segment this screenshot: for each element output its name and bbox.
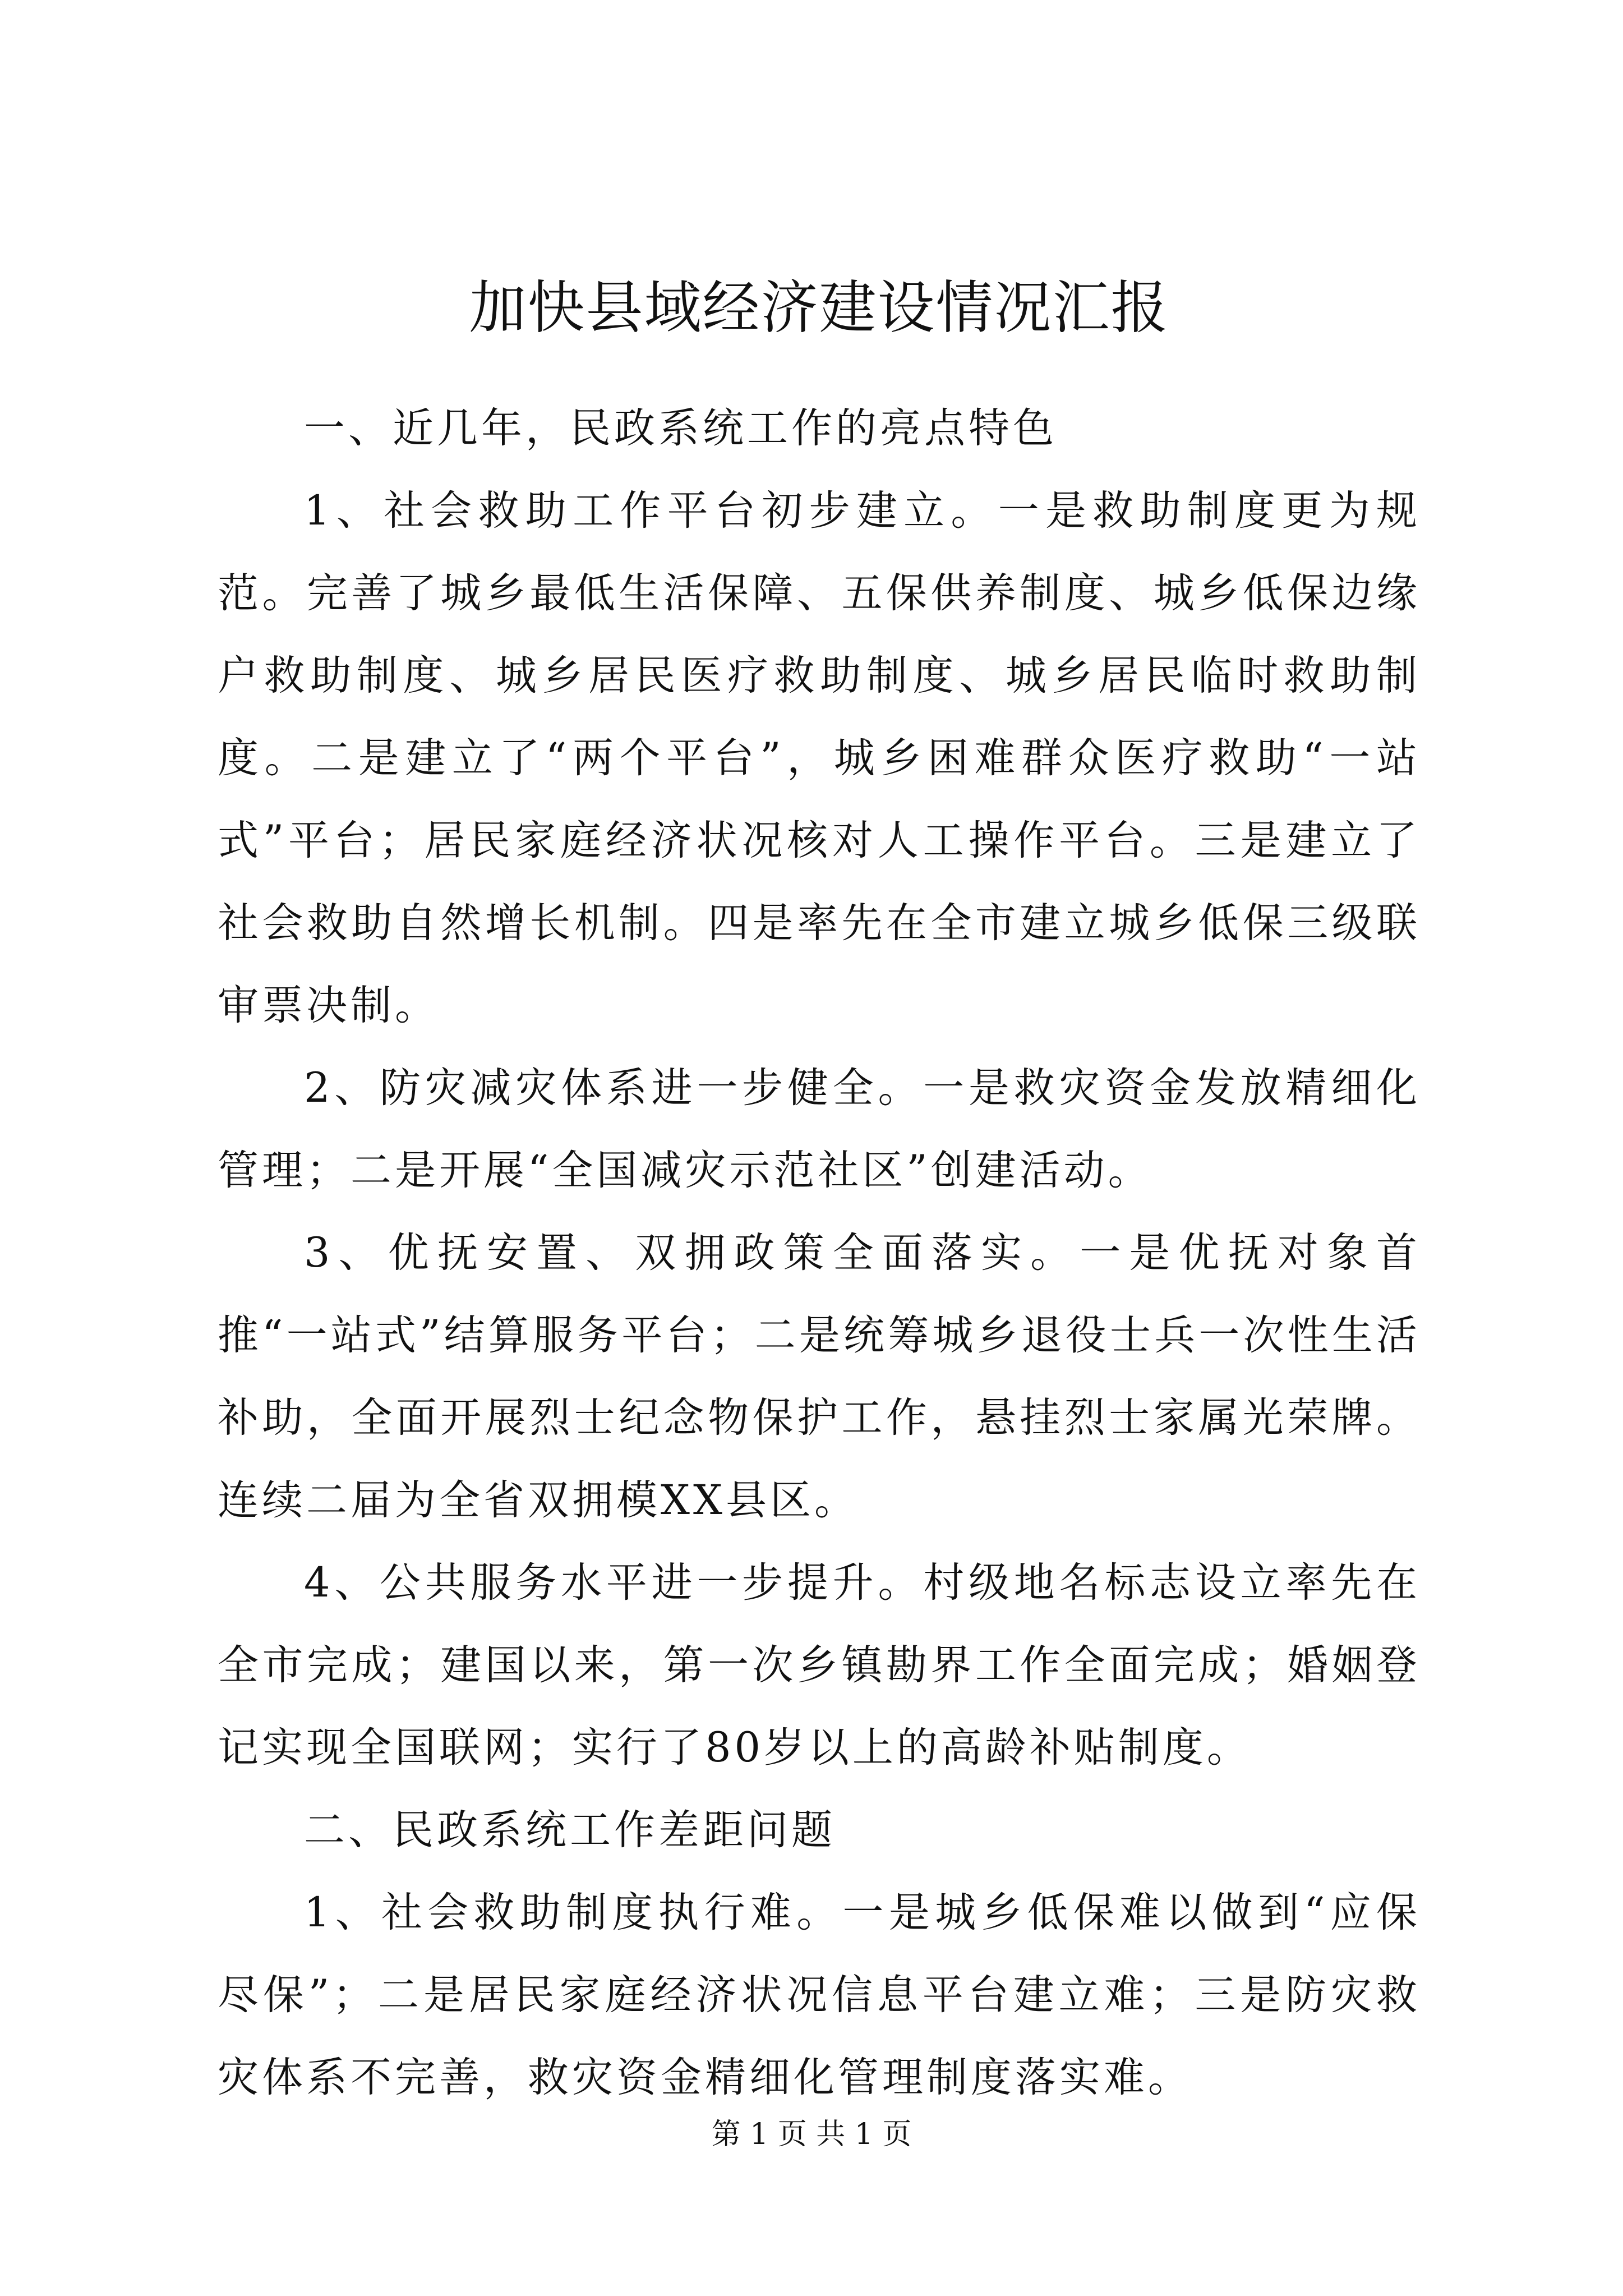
section-heading-1: 一、近几年，民政系统工作的亮点特色 [304,404,1057,452]
document-title: 加快县域经济建设情况汇报 [469,275,1169,342]
page-number-footer: 第 1 页 共 1 页 [711,2118,912,2151]
section-heading-2: 二、民政系统工作差距问题 [304,1806,836,1854]
paragraph-social-assistance: 1、社会救助工作平台初步建立。一是救助制度更为规范。完善了城乡最低生活保障、五保供养制度、城乡低保边缘户救助制度、城乡居民医疗救助制度、城乡居民临时救助制度。二是建立了“两个平台”，城乡困难群众医疗救助“一站式”平台；居民家庭经济状况核对人工操作平台。三是建立了社会救助自然增长机制。四是率先在全市建立城乡低保三级联审票决制。 [218,487,1421,1029]
paragraph-public-service: 4、公共服务水平进一步提升。村级地名标志设立率先在全市完成；建国以来，第一次乡镇勘界工作全面完成；婚姻登记实现全国联网；实行了80岁以上的高龄补贴制度。 [218,1559,1421,1772]
paragraph-assistance-problems: 1、社会救助制度执行难。一是城乡低保难以做到“应保尽保”；二是居民家庭经济状况信息平台建立难；三是防灾救灾体系不完善，救灾资金精细化管理制度落实难。 [218,1889,1421,2101]
paragraph-disaster-reduction: 2、防灾减灾体系进一步健全。一是救灾资金发放精细化管理；二是开展“全国减灾示范社区”创建活动。 [218,1064,1421,1194]
document-body [218,269,1421,2119]
paragraph-special-care: 3、优抚安置、双拥政策全面落实。一是优抚对象首推“一站式”结算服务平台；二是统筹城乡退役士兵一次性生活补助，全面开展烈士纪念物保护工作，悬挂烈士家属光荣牌。连续二届为全省双拥模XX县区。 [218,1229,1421,1524]
